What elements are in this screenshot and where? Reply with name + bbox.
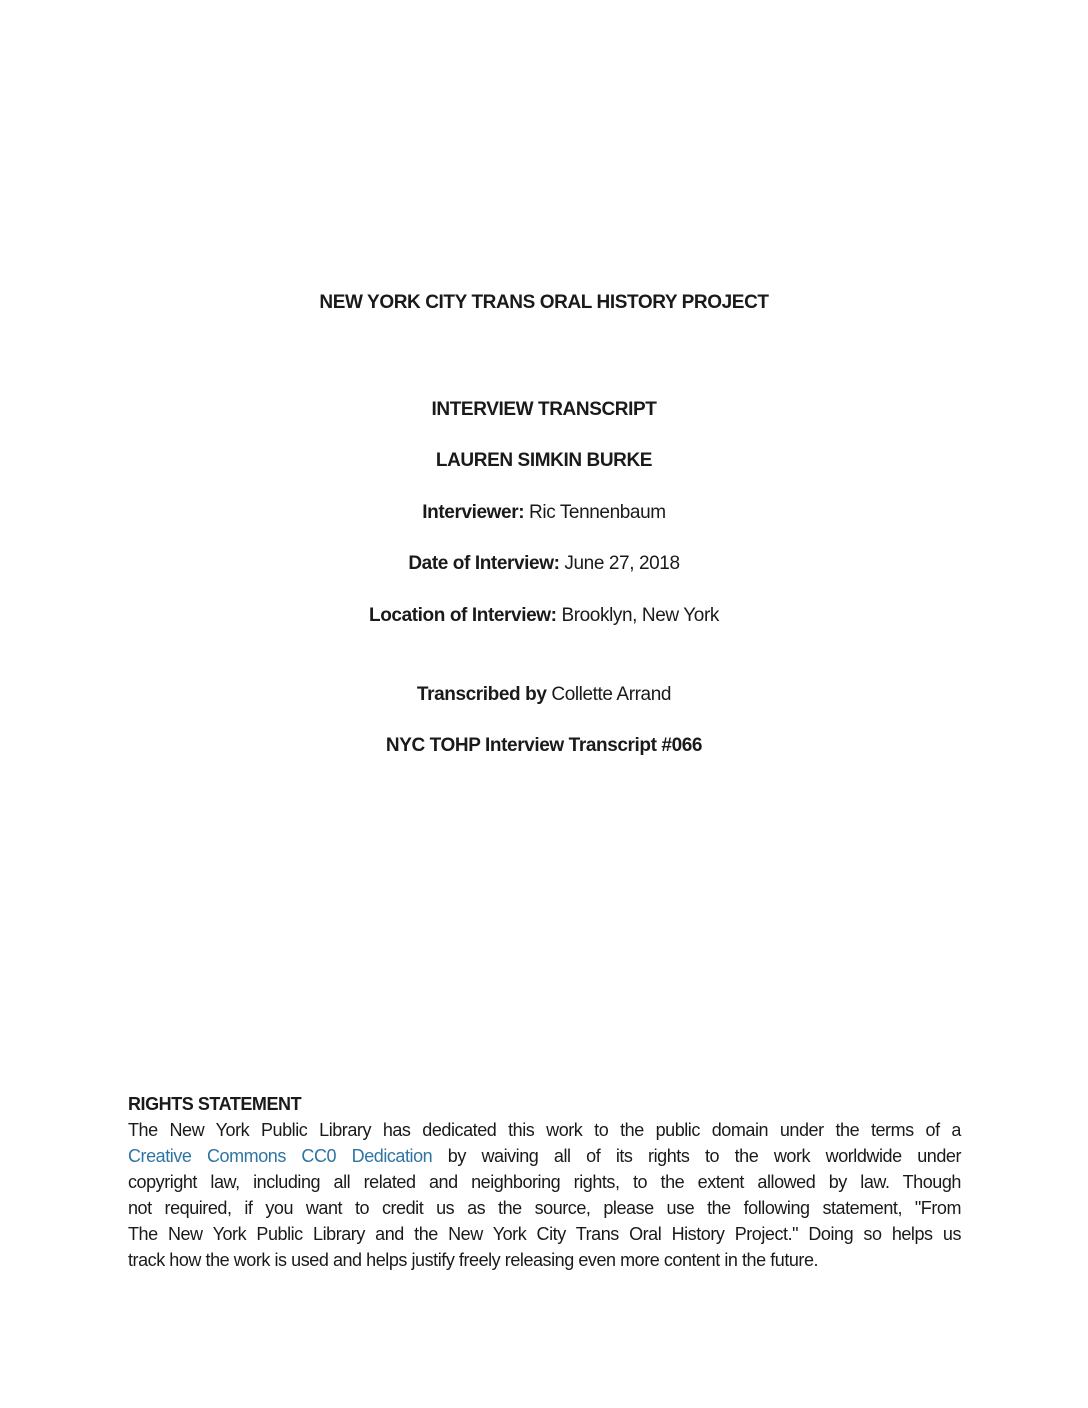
rights-statement-section	[128, 1091, 961, 1273]
date-of-interview-line	[0, 551, 1088, 577]
rights-line: not required, if you want to credit us as the source, please use the following statement, "From	[128, 1198, 961, 1218]
transcript-id: NYC TOHP Interview Transcript #066	[385, 735, 703, 756]
interviewer-label: Interviewer:	[422, 502, 525, 523]
document-title: NEW YORK CITY TRANS ORAL HISTORY PROJECT	[319, 292, 769, 313]
transcribed-by-line	[0, 682, 1088, 708]
location-of-interview-line	[0, 603, 1088, 629]
transcribed-by-value: Collette Arrand	[551, 684, 672, 705]
rights-line	[128, 1143, 961, 1169]
interviewer-line	[0, 500, 1088, 526]
rights-line: copyright law, including all related and neighboring rights, to the extent allowed by law. Though	[128, 1172, 961, 1192]
transcribed-by-label: Transcribed by	[416, 684, 547, 705]
heading-interviewee-name: LAUREN SIMKIN BURKE	[435, 450, 653, 471]
interviewer-value: Ric Tennenbaum	[529, 502, 666, 523]
rights-line: track how the work is used and helps justify freely releasing even more content in the future.	[128, 1250, 819, 1270]
heading-interview-transcript: INTERVIEW TRANSCRIPT	[431, 399, 657, 420]
location-value: Brooklyn, New York	[561, 605, 719, 626]
date-label: Date of Interview:	[408, 553, 560, 574]
rights-line: The New York Public Library and the New York City Trans Oral History Project." Doing so helps us	[128, 1224, 961, 1244]
rights-statement-heading: RIGHTS STATEMENT	[128, 1094, 302, 1114]
creative-commons-link[interactable]: Creative Commons CC0 Dedication	[128, 1146, 433, 1166]
rights-line: The New York Public Library has dedicated this work to the public domain under the terms of a	[128, 1120, 961, 1140]
location-label: Location of Interview:	[369, 605, 557, 626]
date-value: June 27, 2018	[564, 553, 680, 574]
rights-line-text: by waiving all of its rights to the work worldwide under	[432, 1146, 961, 1166]
